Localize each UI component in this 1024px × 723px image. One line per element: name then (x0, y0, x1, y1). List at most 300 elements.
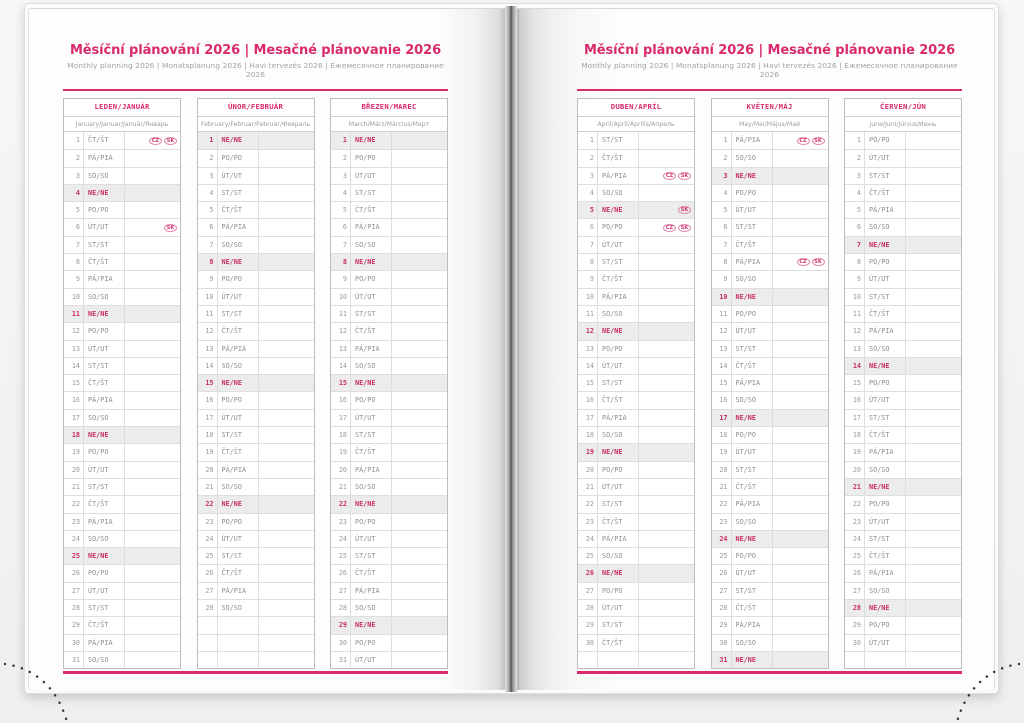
day-number: 8 (712, 254, 732, 270)
day-row (845, 305, 961, 322)
day-abbr: PO/PO (732, 306, 773, 322)
holiday-badge-cz: CZ (663, 172, 676, 180)
notes-cell (125, 410, 180, 426)
day-abbr: ÚT/UT (351, 289, 392, 305)
day-number: 7 (331, 237, 351, 253)
notes-cell (639, 444, 694, 460)
day-abbr: ST/ST (865, 289, 906, 305)
day-row (331, 495, 447, 512)
day-number: 27 (331, 583, 351, 599)
day-number: 20 (198, 462, 218, 478)
day-row (198, 236, 314, 253)
day-number: 27 (198, 583, 218, 599)
notes-cell (773, 548, 828, 564)
day-row (331, 426, 447, 443)
day-number: 18 (198, 427, 218, 443)
day-row (845, 132, 961, 149)
day-row (712, 270, 828, 287)
notes-cell (392, 306, 447, 322)
day-number: 1 (198, 132, 218, 149)
day-row (198, 357, 314, 374)
month-header: DUBEN/APRÍL (610, 102, 662, 111)
day-abbr: ST/ST (351, 548, 392, 564)
day-abbr: ÚT/UT (732, 444, 773, 460)
day-abbr: NE/NE (351, 617, 392, 633)
day-row (712, 149, 828, 166)
holiday-badge-sk: SK (812, 137, 825, 145)
day-row (64, 357, 180, 374)
notes-cell (392, 323, 447, 339)
notes-cell (392, 410, 447, 426)
day-number: 17 (198, 410, 218, 426)
notes-cell (259, 514, 314, 530)
day-row (198, 409, 314, 426)
notes-cell (125, 306, 180, 322)
month-subheader: May/Mai/Május/Май (712, 116, 828, 132)
notes-cell (906, 132, 961, 149)
month-header: ÚNOR/FEBRUÁR (227, 102, 284, 111)
day-abbr (218, 635, 259, 651)
day-number: 11 (578, 306, 598, 322)
day-number: 20 (712, 462, 732, 478)
notes-cell (639, 150, 694, 166)
day-row (64, 409, 180, 426)
day-row (198, 582, 314, 599)
notes-cell (392, 617, 447, 633)
day-number: 5 (64, 202, 84, 218)
day-row (712, 218, 828, 235)
day-row (331, 651, 447, 668)
day-row (64, 443, 180, 460)
day-row (331, 167, 447, 184)
notes-cell (773, 237, 828, 253)
day-number: 19 (64, 444, 84, 460)
day-number: 29 (331, 617, 351, 633)
day-abbr: ÚT/UT (732, 323, 773, 339)
day-row (198, 132, 314, 149)
day-abbr: PÁ/PIA (84, 271, 125, 287)
day-row (712, 461, 828, 478)
notes-cell (125, 132, 180, 149)
day-row (578, 461, 694, 478)
day-row (712, 443, 828, 460)
notes-cell (639, 289, 694, 305)
notes-cell (125, 617, 180, 633)
day-number: 17 (578, 410, 598, 426)
notes-cell (773, 600, 828, 616)
day-abbr: ST/ST (218, 427, 259, 443)
day-abbr: NE/NE (351, 254, 392, 270)
day-row (578, 236, 694, 253)
day-number: 31 (64, 652, 84, 668)
day-row (64, 651, 180, 668)
day-number: 12 (578, 323, 598, 339)
notes-cell (259, 375, 314, 391)
day-abbr: PÁ/PIA (218, 583, 259, 599)
day-abbr: ÚT/UT (865, 150, 906, 166)
day-row (845, 184, 961, 201)
day-abbr: SO/SO (84, 289, 125, 305)
day-number: 28 (578, 600, 598, 616)
day-row (198, 530, 314, 547)
day-number: 4 (578, 185, 598, 201)
day-number: 8 (64, 254, 84, 270)
notes-cell (906, 531, 961, 547)
day-abbr: SO/SO (351, 237, 392, 253)
day-abbr: PÁ/PIA (598, 410, 639, 426)
day-row (845, 357, 961, 374)
day-row (578, 651, 694, 668)
day-number: 25 (578, 548, 598, 564)
month-subheader: February/Februar/Február/Февраль (198, 116, 314, 132)
day-number: 30 (331, 635, 351, 651)
day-abbr: ČT/ŠT (865, 427, 906, 443)
day-abbr: ÚT/UT (218, 289, 259, 305)
day-abbr: ÚT/UT (598, 479, 639, 495)
day-row (331, 253, 447, 270)
notes-cell (259, 341, 314, 357)
day-number: 22 (578, 496, 598, 512)
day-abbr: SO/SO (598, 306, 639, 322)
day-number: 26 (578, 565, 598, 581)
notes-cell (639, 132, 694, 149)
day-number: 12 (198, 323, 218, 339)
day-abbr: ČT/ŠT (598, 514, 639, 530)
notes-cell (639, 375, 694, 391)
notes-cell (392, 237, 447, 253)
day-row (331, 357, 447, 374)
day-abbr: ČT/ŠT (351, 444, 392, 460)
day-number: 21 (64, 479, 84, 495)
top-rule (577, 89, 962, 91)
day-abbr: ST/ST (351, 427, 392, 443)
day-row (712, 582, 828, 599)
day-abbr: PÁ/PIA (865, 565, 906, 581)
day-number: 18 (578, 427, 598, 443)
day-abbr: ÚT/UT (865, 635, 906, 651)
day-number: 8 (578, 254, 598, 270)
day-row (845, 149, 961, 166)
day-number: 19 (578, 444, 598, 460)
day-abbr: SO/SO (218, 600, 259, 616)
day-abbr: ST/ST (218, 548, 259, 564)
notes-cell (259, 254, 314, 270)
day-row (712, 478, 828, 495)
notes-cell (639, 479, 694, 495)
day-row (64, 201, 180, 218)
day-row (845, 409, 961, 426)
day-abbr: ÚT/UT (84, 341, 125, 357)
day-abbr: ČT/ŠT (351, 565, 392, 581)
day-row (578, 357, 694, 374)
day-number: 10 (712, 289, 732, 305)
day-row (198, 634, 314, 651)
day-row (712, 426, 828, 443)
notes-cell (639, 254, 694, 270)
day-number: 7 (712, 237, 732, 253)
day-number: 27 (845, 583, 865, 599)
day-number: 9 (712, 271, 732, 287)
notes-cell (259, 185, 314, 201)
day-row (64, 253, 180, 270)
notes-cell (773, 427, 828, 443)
day-number: 23 (64, 514, 84, 530)
day-abbr: PÁ/PIA (598, 289, 639, 305)
day-number: 17 (331, 410, 351, 426)
notes-cell (259, 652, 314, 668)
day-number: 29 (64, 617, 84, 633)
month-tables (577, 98, 962, 669)
notes-cell (125, 219, 180, 235)
day-number: 3 (578, 168, 598, 184)
notes-cell (392, 652, 447, 668)
day-number: 15 (578, 375, 598, 391)
day-abbr: ST/ST (598, 132, 639, 149)
day-number: 7 (845, 237, 865, 253)
notes-cell (773, 254, 828, 270)
notes-cell (392, 341, 447, 357)
notes-cell (906, 514, 961, 530)
day-number: 24 (64, 531, 84, 547)
day-number: 22 (845, 496, 865, 512)
notes-cell (125, 150, 180, 166)
notes-cell (125, 237, 180, 253)
notes-cell (125, 168, 180, 184)
day-row (331, 201, 447, 218)
day-row (712, 132, 828, 149)
day-row (712, 322, 828, 339)
day-row (712, 513, 828, 530)
day-row (845, 547, 961, 564)
day-row (64, 184, 180, 201)
day-number: 27 (578, 583, 598, 599)
day-number: 12 (64, 323, 84, 339)
day-abbr: ST/ST (732, 462, 773, 478)
day-row (331, 634, 447, 651)
day-abbr: ČT/ŠT (598, 635, 639, 651)
notes-cell (906, 479, 961, 495)
month-table (330, 98, 448, 669)
day-number: 5 (845, 202, 865, 218)
notes-cell (259, 462, 314, 478)
notes-cell (259, 496, 314, 512)
day-row (845, 616, 961, 633)
day-abbr: NE/NE (598, 444, 639, 460)
notes-cell (259, 392, 314, 408)
day-number: 2 (331, 150, 351, 166)
day-abbr (865, 652, 906, 668)
day-number: 13 (331, 341, 351, 357)
notes-cell (906, 600, 961, 616)
day-number (198, 617, 218, 633)
page-title: Měsíční plánování 2026 | Mesačné plánovanie 2026 (583, 43, 956, 58)
notes-cell (259, 410, 314, 426)
notes-cell (259, 444, 314, 460)
day-abbr: PÁ/PIA (732, 496, 773, 512)
day-abbr: PÁ/PIA (351, 583, 392, 599)
notes-cell (773, 150, 828, 166)
notes-cell (773, 462, 828, 478)
day-abbr: PÁ/PIA (351, 341, 392, 357)
day-number: 26 (712, 565, 732, 581)
notes-cell (906, 219, 961, 235)
day-row (331, 218, 447, 235)
day-abbr: NE/NE (865, 237, 906, 253)
day-number: 16 (331, 392, 351, 408)
day-abbr: PÁ/PIA (732, 132, 773, 149)
day-abbr: SO/SO (84, 531, 125, 547)
notes-cell (639, 600, 694, 616)
notes-cell (392, 271, 447, 287)
day-abbr: ČT/ŠT (84, 132, 125, 149)
notes-cell (906, 289, 961, 305)
day-abbr: NE/NE (218, 132, 259, 149)
day-abbr: SO/SO (865, 341, 906, 357)
notes-cell (392, 548, 447, 564)
day-number: 1 (331, 132, 351, 149)
day-row (331, 599, 447, 616)
notes-cell (392, 531, 447, 547)
day-number: 30 (64, 635, 84, 651)
day-number: 16 (578, 392, 598, 408)
notes-cell (125, 358, 180, 374)
day-number: 29 (578, 617, 598, 633)
day-abbr: NE/NE (84, 427, 125, 443)
day-row (198, 270, 314, 287)
day-row (198, 478, 314, 495)
notes-cell (773, 392, 828, 408)
notes-cell (125, 514, 180, 530)
notes-cell (906, 237, 961, 253)
notes-cell (906, 410, 961, 426)
day-row (712, 236, 828, 253)
day-number: 15 (712, 375, 732, 391)
day-row (64, 495, 180, 512)
day-number: 10 (64, 289, 84, 305)
notes-cell (125, 341, 180, 357)
notes-cell (773, 271, 828, 287)
notes-cell (125, 392, 180, 408)
day-row (578, 478, 694, 495)
day-number: 16 (198, 392, 218, 408)
notes-cell (773, 323, 828, 339)
day-row (712, 340, 828, 357)
day-number: 21 (845, 479, 865, 495)
day-abbr: NE/NE (351, 496, 392, 512)
day-row (331, 132, 447, 149)
month-subheader: March/März/Március/Март (331, 116, 447, 132)
notes-cell (392, 444, 447, 460)
holiday-badge-sk: SK (812, 258, 825, 266)
notes-cell (639, 358, 694, 374)
day-number: 22 (331, 496, 351, 512)
notes-cell (392, 462, 447, 478)
day-row (64, 599, 180, 616)
notes-cell (125, 565, 180, 581)
day-row (331, 461, 447, 478)
day-row (845, 582, 961, 599)
notes-cell (639, 617, 694, 633)
day-abbr: ST/ST (84, 600, 125, 616)
notes-cell (392, 185, 447, 201)
notes-cell (259, 358, 314, 374)
day-number: 4 (198, 185, 218, 201)
notes-cell (906, 323, 961, 339)
month-table (577, 98, 695, 669)
day-number: 9 (578, 271, 598, 287)
notes-cell (392, 514, 447, 530)
day-row (578, 443, 694, 460)
day-row (578, 391, 694, 408)
day-abbr: ČT/ŠT (84, 375, 125, 391)
day-abbr: ÚT/UT (351, 652, 392, 668)
day-number: 28 (845, 600, 865, 616)
notes-cell (906, 617, 961, 633)
day-number: 9 (331, 271, 351, 287)
notes-cell (639, 583, 694, 599)
day-number: 26 (64, 565, 84, 581)
day-number: 21 (331, 479, 351, 495)
month-table (844, 98, 962, 669)
day-number: 1 (712, 132, 732, 149)
day-row (712, 530, 828, 547)
day-abbr: PO/PO (351, 514, 392, 530)
day-number: 30 (845, 635, 865, 651)
notes-cell (125, 548, 180, 564)
notes-cell (392, 392, 447, 408)
day-row (845, 236, 961, 253)
day-abbr: ST/ST (598, 617, 639, 633)
notes-cell (125, 462, 180, 478)
day-number: 6 (845, 219, 865, 235)
notes-cell (392, 375, 447, 391)
day-number: 25 (845, 548, 865, 564)
day-abbr: ČT/ŠT (732, 237, 773, 253)
day-number: 25 (712, 548, 732, 564)
day-row (331, 478, 447, 495)
month-tables (63, 98, 448, 669)
day-abbr: SO/SO (732, 514, 773, 530)
day-abbr: SO/SO (84, 168, 125, 184)
day-number: 17 (712, 410, 732, 426)
notes-cell (392, 358, 447, 374)
day-number: 10 (198, 289, 218, 305)
day-abbr (218, 617, 259, 633)
notes-cell (259, 150, 314, 166)
notes-cell (125, 635, 180, 651)
day-number: 10 (578, 289, 598, 305)
day-row (845, 374, 961, 391)
notes-cell (906, 358, 961, 374)
holiday-badge-sk: SK (678, 206, 691, 214)
notes-cell (639, 496, 694, 512)
day-row (64, 478, 180, 495)
day-number: 20 (578, 462, 598, 478)
day-row (712, 374, 828, 391)
day-row (845, 253, 961, 270)
day-abbr: PO/PO (218, 150, 259, 166)
notes-cell (392, 583, 447, 599)
day-row (331, 184, 447, 201)
day-abbr (218, 652, 259, 668)
day-abbr: ST/ST (84, 237, 125, 253)
day-row (578, 253, 694, 270)
day-abbr: NE/NE (84, 306, 125, 322)
day-abbr: NE/NE (598, 565, 639, 581)
notes-cell (125, 185, 180, 201)
notes-cell (639, 531, 694, 547)
notes-cell (773, 531, 828, 547)
